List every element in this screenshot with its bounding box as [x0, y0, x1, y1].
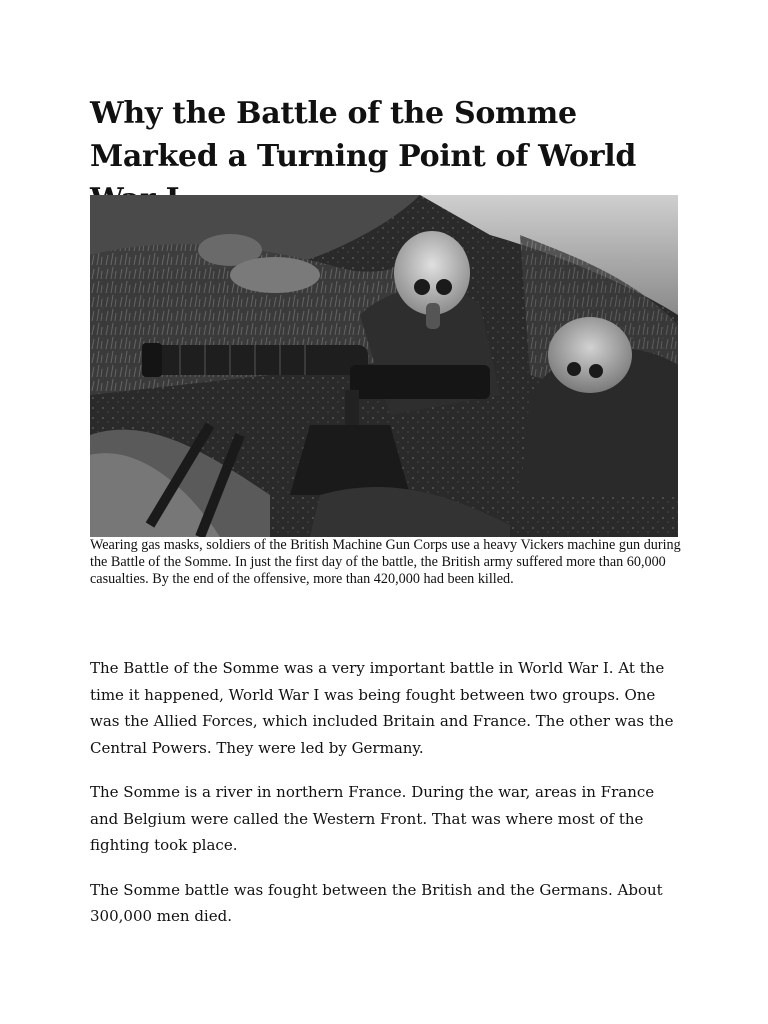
paragraph: The Battle of the Somme was a very important battle in World War I. At the time it happened, World War I was being fought between two groups. One was the Allied Forces, which included Britain and France. The other was the Central Powers. They were led by Germany.	[90, 659, 674, 757]
photo-caption: Wearing gas masks, soldiers of the British Machine Gun Corps use a heavy Vickers machine gun during the Battle of the Somme. In just the first day of the battle, the British army suffered more than 60,000 casualties. By the end of the offensive, more than 420,000 had been killed.	[90, 537, 681, 587]
paragraph: The Somme battle was fought between the British and the Germans. About 300,000 men died.	[90, 880, 663, 925]
article-title: Why the Battle of the Somme Marked a Turning Point of World	[90, 96, 637, 174]
article-body	[90, 655, 686, 948]
paragraph: The Somme is a river in northern France. During the war, areas in France and Belgium were called the Western Front. That was where most of the fighting took place.	[90, 783, 655, 854]
article-photo	[90, 195, 678, 537]
soldiers-machine-gun-photo	[90, 195, 678, 537]
